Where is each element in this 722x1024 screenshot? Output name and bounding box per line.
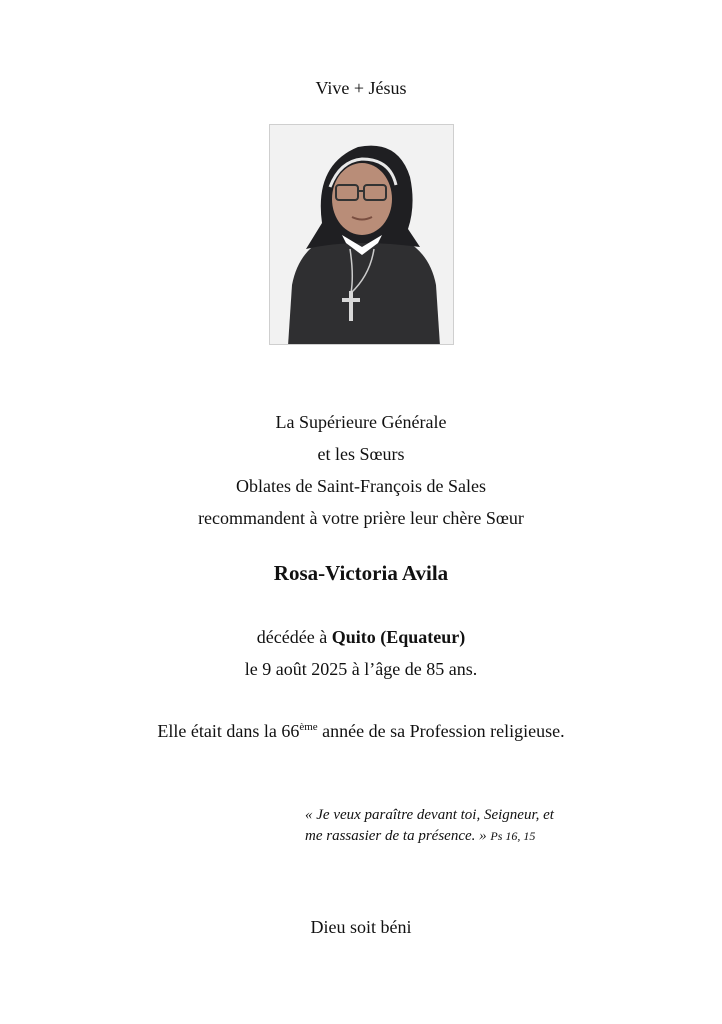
closing-line: Dieu soit béni [310,917,412,937]
profession-before: Elle était dans la 66 [157,721,300,741]
death-place: Quito (Equateur) [331,627,466,647]
profession-line [0,720,722,742]
announcement-line-2: et les Sœurs [317,444,405,464]
deceased-name: Rosa-Victoria Avila [273,561,449,585]
profession-ordinal-suffix: ème [299,721,318,733]
heading: Vive + Jésus [315,78,407,98]
announcement-line-4: recommandent à votre prière leur chère Sœur [198,508,524,528]
death-date-line: le 9 août 2025 à l’âge de 85 ans. [244,659,478,679]
death-prefix: décédée à [256,627,332,647]
quote-reference: Ps 16, 15 [490,829,536,843]
scripture-quote [305,805,625,847]
quote-line-1: « Je veux paraître devant toi, Seigneur, et [305,807,554,823]
announcement-line-3: Oblates de Saint-François de Sales [236,476,486,496]
announcement-line-1: La Supérieure Générale [275,412,447,432]
quote-line-2-text: me rassasier de ta présence. » [305,828,491,844]
profession-after: année de sa Profession religieuse. [317,721,565,741]
portrait-photo [269,124,454,345]
quote-line-2 [305,826,625,847]
death-place-line [0,626,722,648]
